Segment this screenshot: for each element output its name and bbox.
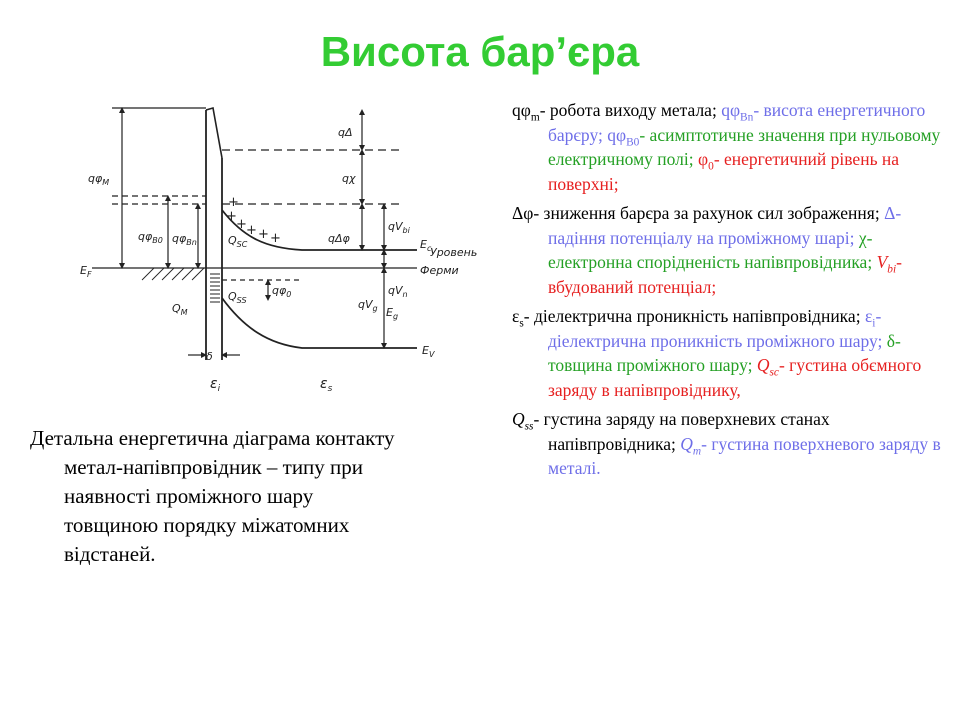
band-diagram bbox=[72, 98, 492, 408]
interfacial-layer-top bbox=[206, 108, 222, 158]
svg-text:+: + bbox=[236, 217, 247, 232]
definition-paragraph-2: Δφ- зниження барєра за рахунок сил зображення; Δ- падіння потенціалу на проміжному шарі; χ- електронна спорідненість напівпровідника; $V_{bi}-$ вбудований потенціал; bbox=[512, 203, 902, 297]
label-q-sc: $Q_{SC}$ bbox=[228, 234, 248, 249]
definition-paragraph-1: $q\varphi_m-$ робота виходу метала; $q\varphi_{Bn}-$ висота енергетичного барєру; $q\varphi_{B0}-$ асимптотичне значення при нульовому електричному полі; $\varphi_0-$ енергетичний рівень на поверхні; bbox=[512, 100, 941, 194]
caption-line-5: відстаней. bbox=[64, 542, 156, 566]
label-q-phi-b0: $q\varphi_{B0}$ bbox=[138, 230, 163, 245]
label-e-c: $E_c$ bbox=[420, 238, 432, 253]
caption-line-2: метал-напівпровідник – типу при bbox=[64, 455, 364, 479]
label-q-delta: qΔ bbox=[338, 126, 353, 139]
label-q-vg: $qV_g$ bbox=[358, 298, 378, 313]
svg-text:+: + bbox=[270, 231, 281, 246]
slide-title: Висота бар’єра bbox=[320, 28, 640, 75]
label-q-ss: $Q_{SS}$ bbox=[228, 290, 247, 305]
definition-paragraph-4: $Q_{ss}-$ густина заряду на поверхневих станах напівпровідника; $Q_m-$ густина поверхневого заряду в металі. bbox=[512, 409, 941, 478]
label-e-f: $E_F$ bbox=[80, 264, 92, 279]
metal-hatch bbox=[142, 268, 204, 280]
label-delta: δ bbox=[206, 350, 213, 363]
label-q-phi-0: $q\varphi_0$ bbox=[272, 284, 292, 299]
label-q-vbi: $qV_{bi}$ bbox=[388, 220, 410, 235]
label-fermi-2: Ферми bbox=[420, 264, 459, 277]
caption-line-4: товщиною порядку міжатомних bbox=[64, 513, 350, 537]
label-q-phi-bn: $q\varphi_{Bn}$ bbox=[172, 232, 197, 247]
svg-text:+: + bbox=[226, 209, 237, 224]
label-e-g: $E_g$ bbox=[386, 306, 399, 321]
label-e-v: $E_V$ bbox=[422, 344, 435, 359]
label-q-chi: qχ bbox=[342, 172, 356, 185]
definitions-list bbox=[512, 98, 952, 486]
label-fermi-1: Уровень bbox=[430, 246, 478, 259]
diagram-caption bbox=[30, 424, 500, 569]
label-q-m: $Q_M$ bbox=[172, 302, 188, 317]
definition-paragraph-3: $\varepsilon_s-$ діелектрична проникність напівпровідника; $\varepsilon_i-$ діелектрична проникність проміжного шару; δ- товщина проміжного шару; $Q_{sc}-$ густина обємного заряду в напівпровіднику, bbox=[512, 306, 922, 400]
label-eps-s: $\varepsilon_s$ bbox=[320, 376, 333, 394]
label-q-vn: $qV_n$ bbox=[388, 284, 408, 299]
svg-text:+: + bbox=[258, 227, 269, 242]
svg-text:+: + bbox=[246, 223, 257, 238]
label-q-phi-m: $q\varphi_M$ bbox=[88, 172, 110, 187]
label-eps-i: $\varepsilon_i$ bbox=[210, 376, 221, 394]
qm-charge-stripes bbox=[210, 274, 220, 302]
caption-line-1: Детальна енергетична діаграма контакту bbox=[30, 426, 395, 450]
label-q-delta-phi: qΔφ bbox=[328, 232, 350, 245]
svg-text:+: + bbox=[228, 195, 239, 210]
caption-line-3: наявності проміжного шару bbox=[64, 484, 314, 508]
